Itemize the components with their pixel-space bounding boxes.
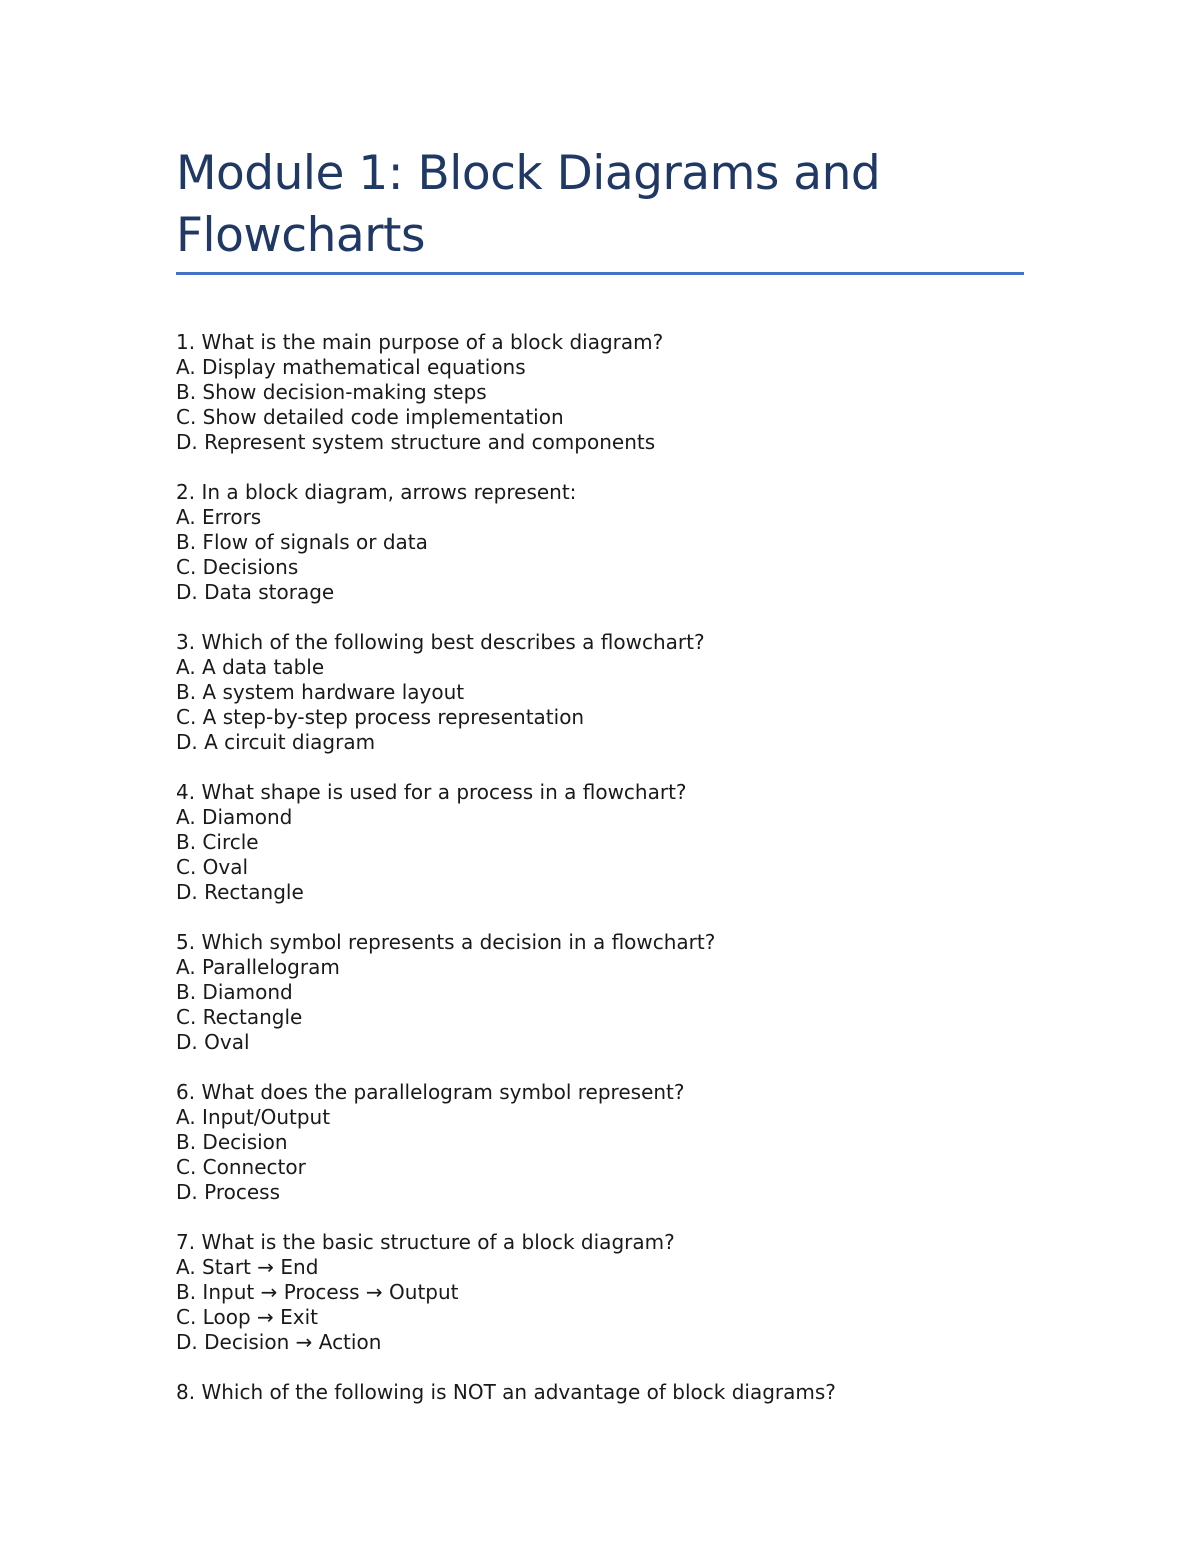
answer-option: D. Data storage — [176, 580, 335, 604]
answer-option: A. Input/Output — [176, 1105, 331, 1129]
answer-option: D. Decision → Action — [176, 1330, 382, 1354]
question-prompt: 8. Which of the following is NOT an advantage of block diagrams? — [176, 1380, 836, 1404]
answer-option: C. Rectangle — [176, 1005, 303, 1029]
question-5 — [176, 930, 1036, 1055]
answer-option: B. Input → Process → Output — [176, 1280, 459, 1304]
answer-option: A. Diamond — [176, 805, 293, 829]
question-prompt: 3. Which of the following best describes a flowchart? — [176, 630, 705, 654]
question-2 — [176, 480, 1036, 605]
question-list — [176, 330, 1036, 1430]
question-8 — [176, 1380, 1036, 1405]
question-3 — [176, 630, 1036, 755]
title-underline — [176, 272, 1024, 275]
answer-option: A. A data table — [176, 655, 325, 679]
answer-option: C. A step-by-step process representation — [176, 705, 585, 729]
answer-option: B. Circle — [176, 830, 259, 854]
answer-option: A. Parallelogram — [176, 955, 340, 979]
question-6 — [176, 1080, 1036, 1205]
question-prompt: 7. What is the basic structure of a block diagram? — [176, 1230, 675, 1254]
answer-option: C. Oval — [176, 855, 249, 879]
question-prompt: 2. In a block diagram, arrows represent: — [176, 480, 577, 504]
answer-option: B. A system hardware layout — [176, 680, 465, 704]
answer-option: B. Decision — [176, 1130, 288, 1154]
answer-option: D. Process — [176, 1180, 280, 1204]
question-1 — [176, 330, 1036, 455]
question-prompt: 5. Which symbol represents a decision in a flowchart? — [176, 930, 716, 954]
page-title: Module 1: Block Diagrams and Flowcharts — [176, 146, 881, 263]
answer-option: D. Represent system structure and components — [176, 430, 656, 454]
answer-option: D. A circuit diagram — [176, 730, 376, 754]
answer-option: A. Start → End — [176, 1255, 319, 1279]
question-7 — [176, 1230, 1036, 1355]
question-prompt: 4. What shape is used for a process in a flowchart? — [176, 780, 687, 804]
answer-option: C. Show detailed code implementation — [176, 405, 564, 429]
answer-option: C. Connector — [176, 1155, 306, 1179]
question-prompt: 1. What is the main purpose of a block diagram? — [176, 330, 664, 354]
answer-option: A. Display mathematical equations — [176, 355, 526, 379]
question-4 — [176, 780, 1036, 905]
answer-option: B. Diamond — [176, 980, 293, 1004]
answer-option: D. Oval — [176, 1030, 250, 1054]
answer-option: A. Errors — [176, 505, 262, 529]
answer-option: C. Decisions — [176, 555, 299, 579]
answer-option: B. Show decision-making steps — [176, 380, 487, 404]
answer-option: D. Rectangle — [176, 880, 304, 904]
answer-option: B. Flow of signals or data — [176, 530, 428, 554]
answer-option: C. Loop → Exit — [176, 1305, 318, 1329]
question-prompt: 6. What does the parallelogram symbol represent? — [176, 1080, 685, 1104]
